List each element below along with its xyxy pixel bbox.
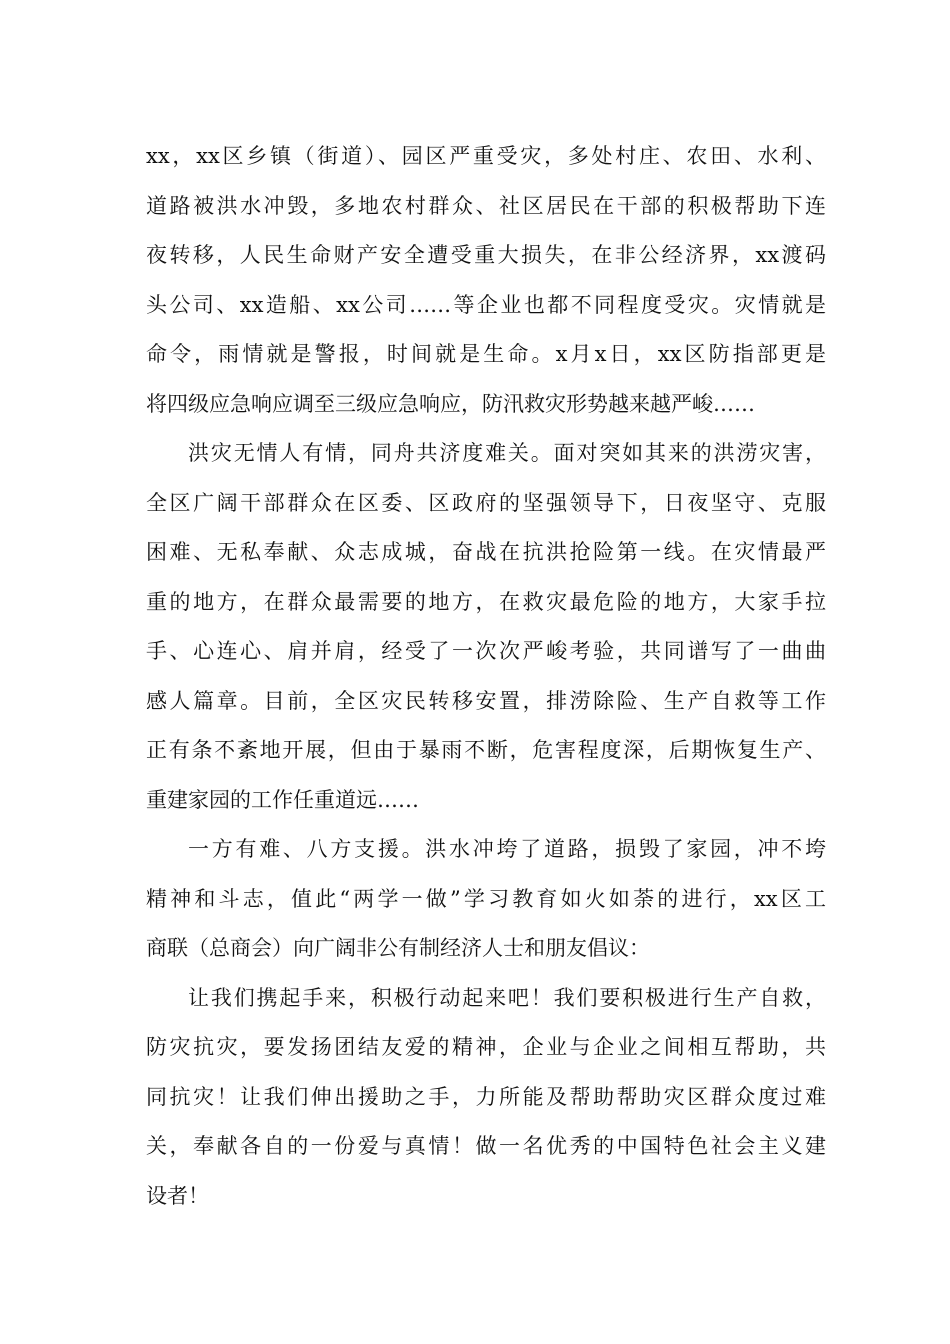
paragraph-1-line-6: 将四级应急响应调至三级应急响应，防汛救灾形势越来越严峻…… xyxy=(146,391,755,416)
paragraph-1-line-3: 夜转移，人民生命财产安全遭受重大损失，在非公经济界，xx渡码 xyxy=(146,243,826,267)
paragraph-3-line-1: 一方有难、八方支援。洪水冲垮了道路，损毁了家园，冲不垮 xyxy=(188,837,826,861)
paragraph-3-line-2: 精神和斗志，值此“两学一做”学习教育如火如荼的进行，xx区工 xyxy=(146,886,826,911)
paragraph-2-line-7: 正有条不紊地开展，但由于暴雨不断，危害程度深，后期恢复生产、 xyxy=(146,738,826,762)
paragraph-4-line-2: 防灾抗灾，要发扬团结友爱的精神，企业与企业之间相互帮助，共 xyxy=(146,1035,826,1059)
paragraph-2-line-2: 全区广阔干部群众在区委、区政府的坚强领导下，日夜坚守、克服 xyxy=(146,490,826,515)
paragraph-2-line-8: 重建家园的工作任重道远…… xyxy=(146,787,419,812)
paragraph-3-line-3: 商联（总商会）向广阔非公有制经济人士和朋友倡议： xyxy=(146,936,650,960)
paragraph-4-line-5: 设者！ xyxy=(146,1183,209,1208)
paragraph-2-line-1: 洪灾无情人有情，同舟共济度难关。面对突如其来的洪涝灾害， xyxy=(188,441,826,465)
paragraph-4-line-1: 让我们携起手来，积极行动起来吧！我们要积极进行生产自救， xyxy=(188,985,826,1010)
paragraph-1-line-5: 命令，雨情就是警报，时间就是生命。x月x日，xx区防指部更是 xyxy=(146,342,826,366)
document-body xyxy=(146,132,826,1221)
paragraph-2-line-6: 感人篇章。目前，全区灾民转移安置，排涝除险、生产自救等工作 xyxy=(146,688,826,713)
paragraph-2-line-3: 困难、无私奉献、众志成城，奋战在抗洪抢险第一线。在灾情最严 xyxy=(146,540,826,564)
paragraph-2-line-4: 重的地方，在群众最需要的地方，在救灾最危险的地方，大家手拉 xyxy=(146,589,826,614)
paragraph-4-line-3: 同抗灾！让我们伸出援助之手，力所能及帮助帮助灾区群众度过难 xyxy=(146,1084,826,1109)
paragraph-1-line-4: 头公司、xx造船、xx公司……等企业也都不同程度受灾。灾情就是 xyxy=(146,292,826,317)
paragraph-4-line-4: 关，奉献各自的一份爱与真情！做一名优秀的中国特色社会主义建 xyxy=(146,1134,826,1158)
paragraph-1-line-1: xx，xx区乡镇（街道）、园区严重受灾，多处村庄、农田、水利、 xyxy=(146,144,826,168)
paragraph-2-line-5: 手、心连心、肩并肩，经受了一次次严峻考验，共同谱写了一曲曲 xyxy=(146,639,826,663)
paragraph-1-line-2: 道路被洪水冲毁，多地农村群众、社区居民在干部的积极帮助下连 xyxy=(146,193,826,218)
